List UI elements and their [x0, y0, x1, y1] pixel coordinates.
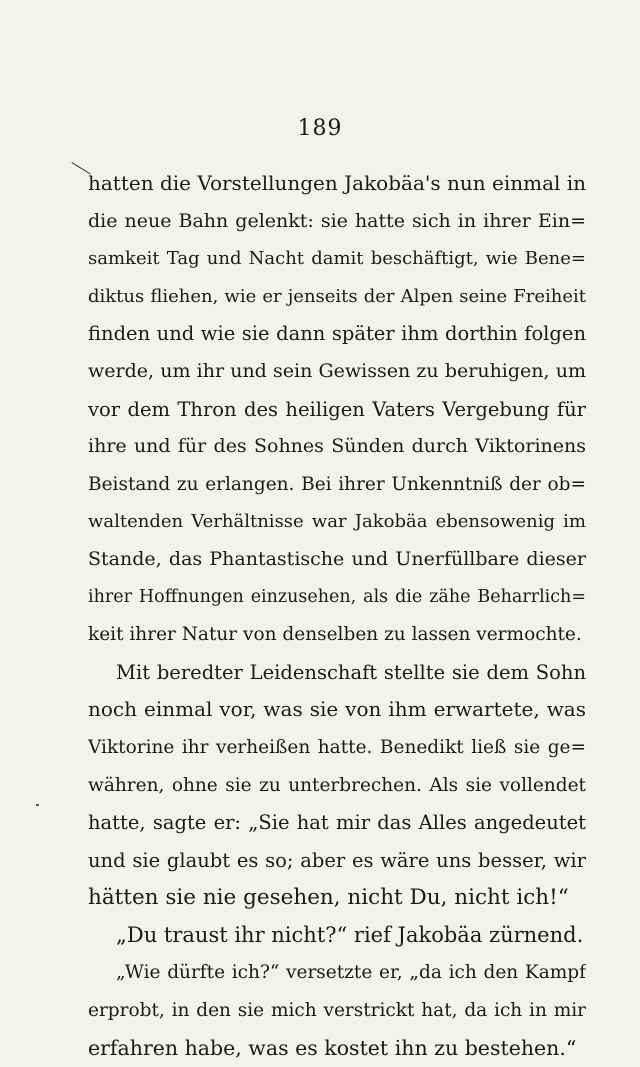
- text-line: hatten die Vorstellungen Jakobäa's nun einmal in: [88, 171, 586, 195]
- text-line: waltenden Verhältnisse war Jakobäa ebensowenig im: [88, 511, 586, 533]
- text-line: ihre und für des Sohnes Sünden durch Viktorinens: [88, 435, 586, 458]
- text-line: erprobt, in den sie mich verstrickt hat, da ich in mir: [88, 1000, 586, 1022]
- text-line: und sie glaubt es so; aber es wäre uns besser, wir: [88, 848, 586, 872]
- text-line: finden und wie sie dann später ihm dorthin folgen: [88, 322, 586, 346]
- text-line: werde, um ihr und sein Gewissen zu beruhigen, um: [88, 359, 586, 382]
- body-text: [88, 165, 586, 1067]
- text-line: „Du traust ihr nicht?“ rief Jakobäa zürnend.: [116, 922, 584, 947]
- text-line: „Wie dürfte ich?“ versetzte er, „da ich den Kampf: [116, 962, 586, 984]
- text-line: Beistand zu erlangen. Bei ihrer Unkenntniß der ob=: [88, 473, 586, 495]
- margin-speck: [36, 804, 39, 806]
- text-line: Mit beredter Leidenschaft stellte sie dem Sohn: [116, 660, 586, 684]
- text-line: ihrer Hoffnungen einzusehen, als die zähe Beharrlich=: [88, 586, 586, 607]
- text-line: noch einmal vor, was sie von ihm erwartete, was: [88, 697, 586, 722]
- text-line: währen, ohne sie zu unterbrechen. Als sie vollendet: [88, 774, 586, 796]
- text-line: samkeit Tag und Nacht damit beschäftigt, wie Bene=: [88, 248, 586, 270]
- text-line: hätten sie nie gesehen, nicht Du, nicht ich!“: [88, 885, 569, 911]
- page-number: 189: [297, 116, 343, 141]
- text-line: Viktorine ihr verheißen hatte. Benedikt ließ sie ge=: [88, 736, 586, 758]
- text-line: erfahren habe, was es kostet ihn zu bestehen.“: [88, 1035, 577, 1060]
- text-line: vor dem Thron des heiligen Vaters Vergebung für: [88, 397, 586, 421]
- text-line: Stande, das Phantastische und Unerfüllbare dieser: [88, 547, 586, 570]
- text-line: hatte, sagte er: „Sie hat mir das Alles angedeutet: [88, 811, 586, 835]
- text-line: keit ihrer Natur von denselben zu lassen vermochte.: [88, 624, 582, 646]
- text-line: diktus fliehen, wie er jenseits der Alpen seine Freiheit: [88, 285, 586, 307]
- corner-mark: [64, 162, 91, 186]
- text-line: die neue Bahn gelenkt: sie hatte sich in ihrer Ein=: [88, 209, 586, 232]
